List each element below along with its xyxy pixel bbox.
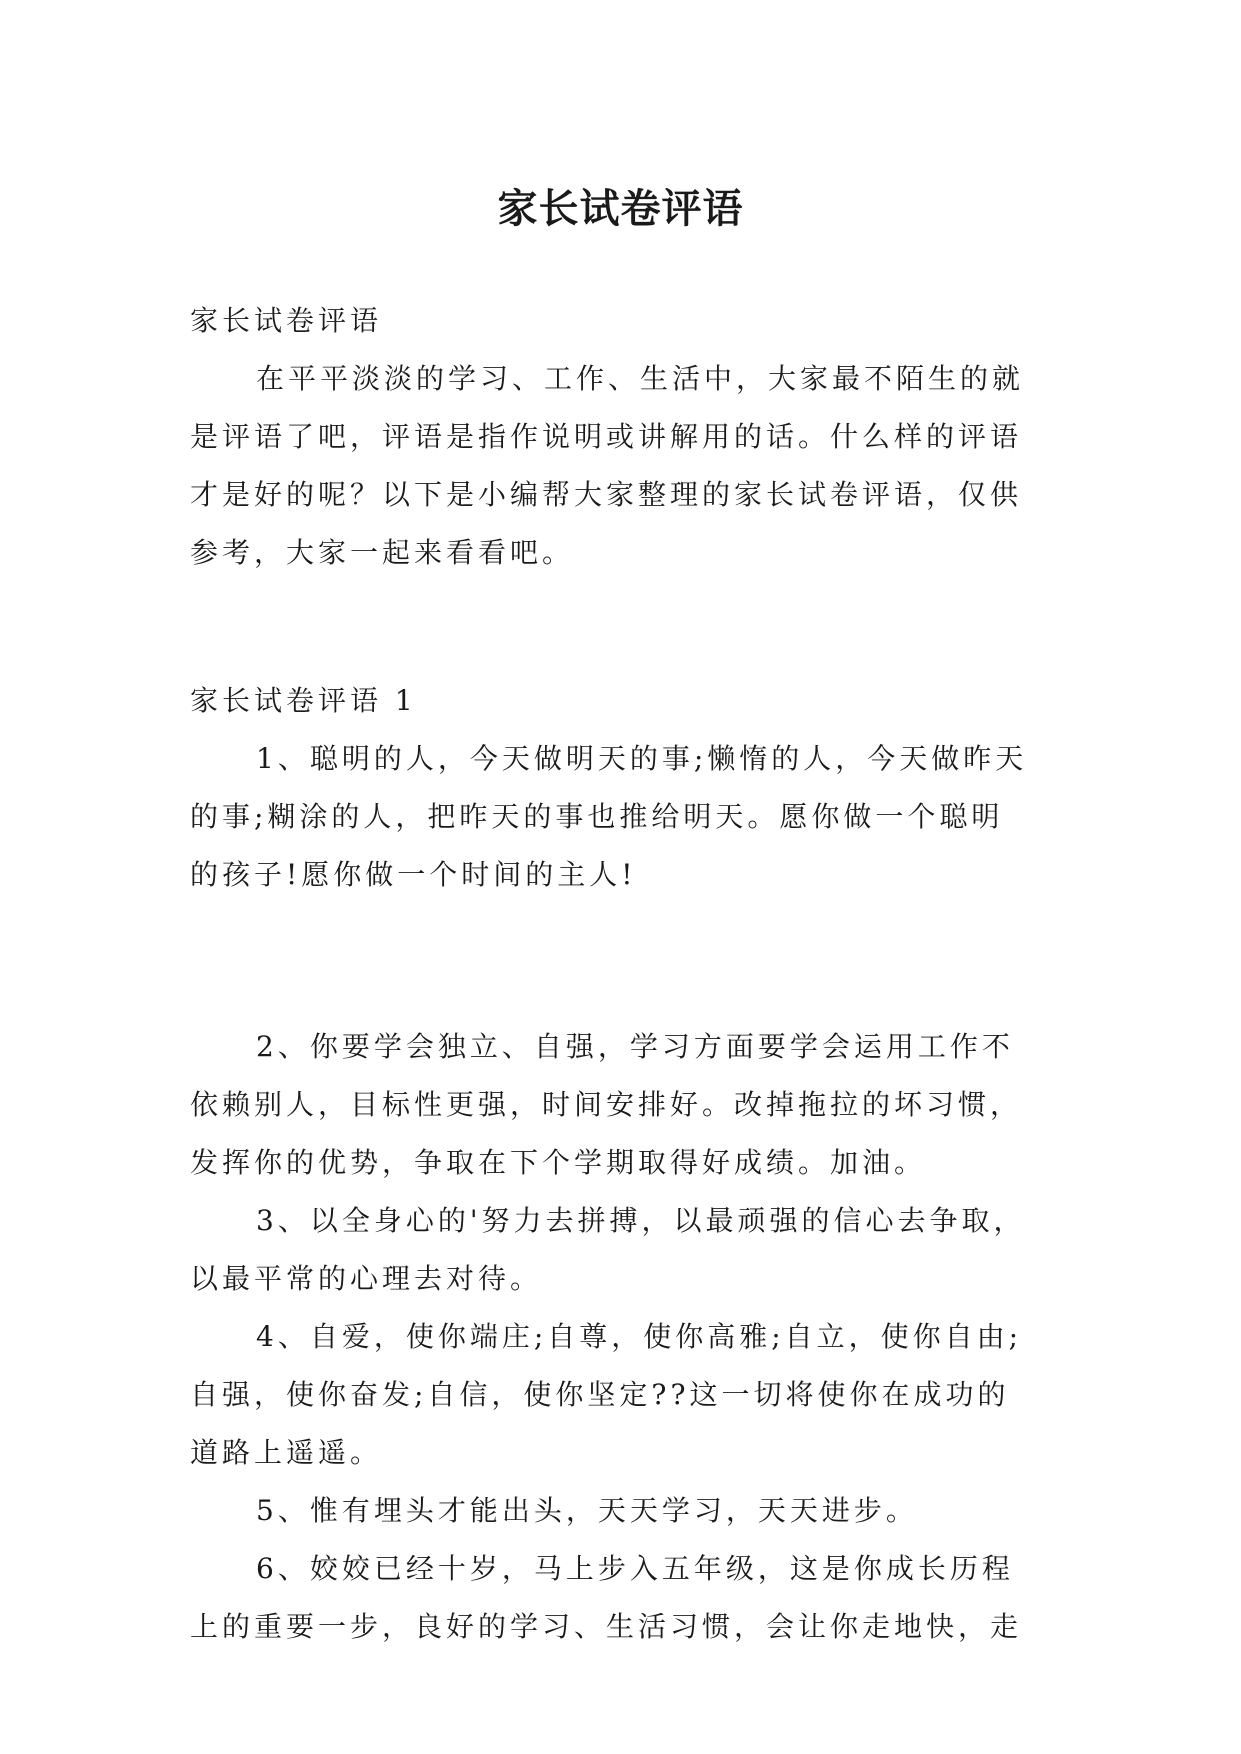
intro-paragraph-line: 才是好的呢？以下是小编帮大家整理的家长试卷评语，仅供: [190, 478, 1023, 511]
document-body: [190, 292, 1052, 1656]
comment-item-3-line: 以最平常的心理去对待。: [190, 1262, 543, 1295]
intro-paragraph-line: 是评语了吧，评语是指作说明或讲解用的话。什么样的评语: [190, 420, 1023, 453]
intro-paragraph-line: 参考，大家一起来看看吧。: [190, 536, 575, 569]
comment-item-4-line: 自强，使你奋发;自信，使你坚定??这一切将使你在成功的: [190, 1378, 1010, 1411]
document-title: 家长试卷评语: [497, 184, 744, 232]
comment-item-6-line: 上的重要一步，良好的学习、生活习惯，会让你走地快，走: [190, 1610, 1023, 1643]
comment-item-5-line: 5、惟有埋头才能出头，天天学习，天天进步。: [256, 1494, 918, 1527]
comment-item-1-line: 1、聪明的人，今天做明天的事;懒惰的人，今天做昨天: [256, 742, 1028, 775]
comment-item-4-line: 4、自爱，使你端庄;自尊，使你高雅;自立，使你自由;: [256, 1320, 1023, 1353]
comment-item-1-line: 的孩子!愿你做一个时间的主人!: [190, 858, 637, 891]
comment-item-2-line: 2、你要学会独立、自强，学习方面要学会运用工作不: [256, 1030, 1014, 1063]
paragraph-spacer: [190, 904, 1052, 1018]
paragraph-spacer: [190, 582, 1052, 672]
comment-item-6-line: 6、姣姣已经十岁，马上步入五年级，这是你成长历程: [256, 1552, 1014, 1585]
section-heading: 家长试卷评语 1: [190, 684, 417, 717]
comment-item-2-line: 发挥你的优势，争取在下个学期取得好成绩。加油。: [190, 1146, 927, 1179]
intro-paragraph-line: 在平平淡淡的学习、工作、生活中，大家最不陌生的就: [256, 362, 1025, 395]
comment-item-2-line: 依赖别人，目标性更强，时间安排好。改掉拖拉的坏习惯，: [190, 1088, 1023, 1121]
comment-item-1-line: 的事;糊涂的人，把昨天的事也推给明天。愿你做一个聪明: [190, 800, 1004, 833]
comment-item-4-line: 道路上遥遥。: [190, 1436, 383, 1469]
comment-item-3-line: 3、以全身心的'努力去拼搏，以最顽强的信心去争取，: [256, 1204, 1026, 1237]
intro-heading: 家长试卷评语: [190, 304, 383, 337]
